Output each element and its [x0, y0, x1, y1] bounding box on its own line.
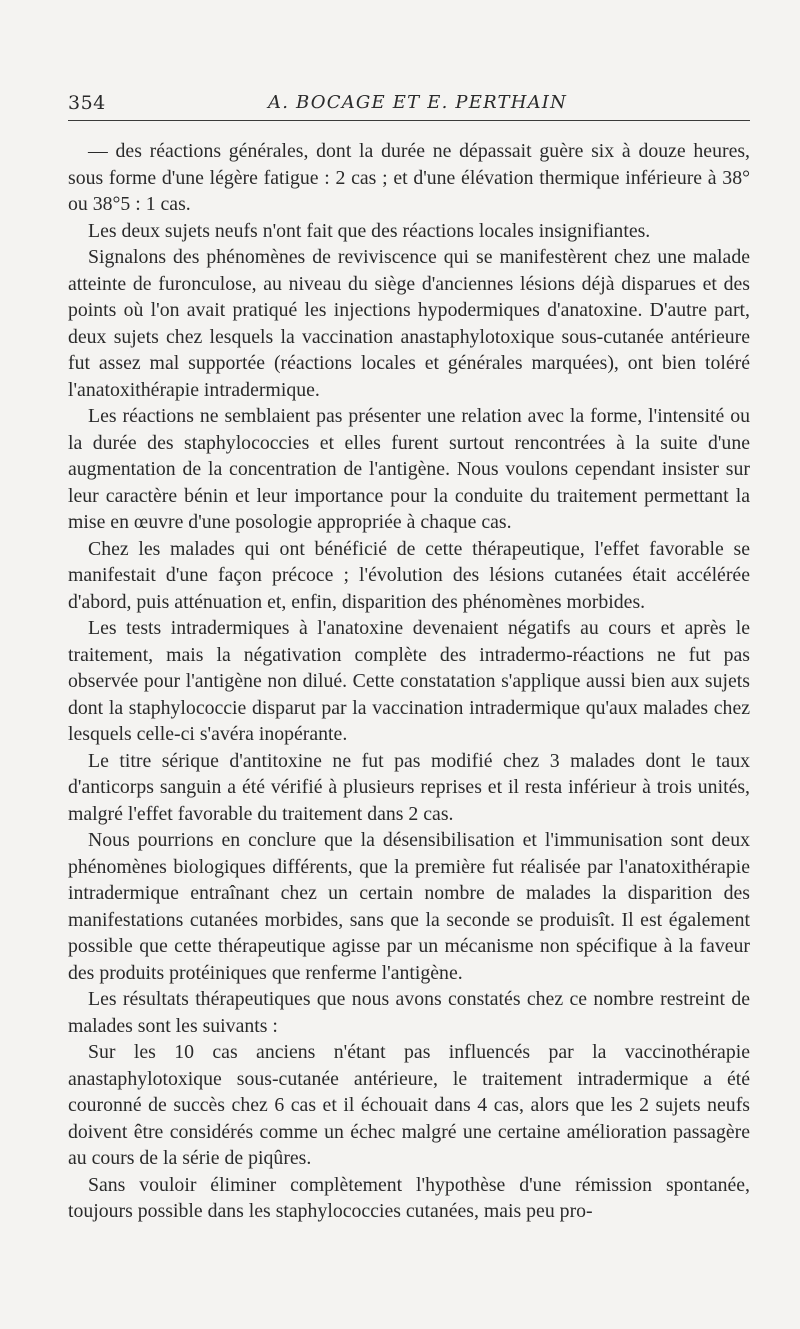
page-number: 354	[68, 92, 106, 114]
paragraph: Les deux sujets neufs n'ont fait que des réactions locales insignifiantes.	[88, 219, 651, 242]
paragraph: — des réactions générales, dont la durée ne dépassait guère six à douze heures, sous forme d'une légère fatigue : 2 cas ; et d'une élévation thermique inférieure à 38° ou 38°5 : 1 cas.	[68, 140, 750, 215]
paragraph: Les tests intradermiques à l'anatoxine devenaient négatifs au cours et après le traitement, mais la négativation complète des intradermo-réactions ne fut pas observée pour l'antigène non dilué. Cette constatation s'applique aussi bien aux sujets dont la staphylococcie disparut par la vaccination intradermique qu'aux malades chez lesquels celle-ci s'avéra inopérante.	[68, 617, 750, 745]
paragraph: Chez les malades qui ont bénéficié de cette thérapeutique, l'effet favorable se manifestait d'une façon précoce ; l'évolution des lésions cutanées était accélérée d'abord, puis atténuation et, enfin, disparition des phénomènes morbides.	[68, 537, 750, 613]
paragraph: Les réactions ne semblaient pas présenter une relation avec la forme, l'intensité ou la durée des staphylococcies et elles furent surtout rencontrées à la suite d'une augmentation de la concentration de l'antigène. Nous voulons cependant insister sur leur caractère bénin et leur importance pour la conduite du traitement permettant la mise en œuvre d'une posologie appropriée à chaque cas.	[68, 405, 750, 533]
paragraph: Le titre sérique d'antitoxine ne fut pas modifié chez 3 malades dont le taux d'anticorps sanguin a été vérifié à plusieurs reprises et il resta inférieur à trois unités, malgré l'effet favorable du traitement dans 2 cas.	[68, 749, 750, 825]
paragraph: Signalons des phénomènes de reviviscence qui se manifestèrent chez une malade atteinte de furonculose, au niveau du siège d'anciennes lésions déjà disparues et des points où l'on avait pratiqué les injections hypodermiques d'anatoxine. D'autre part, deux sujets chez lesquels la vaccination anastaphylotoxique sous-cutanée antérieure fut assez mal supportée (réactions locales et générales marquées), ont bien toléré l'anatoxithérapie intradermique.	[68, 246, 750, 401]
page-header	[68, 92, 750, 121]
body-text	[68, 138, 750, 1225]
paragraph: Sur les 10 cas anciens n'étant pas influencés par la vaccinothérapie anastaphylotoxique sous-cutanée antérieure, le traitement intradermique a été couronné de succès chez 6 cas et il échouait dans 4 cas, alors que les 2 sujets neufs doivent être considérés comme un échec malgré une certaine amélioration passagère au cours de la série de piqûres.	[68, 1041, 750, 1169]
paragraph: Nous pourrions en conclure que la désensibilisation et l'immunisation sont deux phénomènes biologiques différents, que la première fut réalisée par l'anatoxithérapie intradermique entraînant chez un certain nombre de malades la disparition des manifestations cutanées morbides, sans que la seconde se produisît. Il est également possible que cette thérapeutique agisse par un mécanisme non spécifique à la faveur des produits protéiniques que renferme l'antigène.	[68, 829, 750, 984]
running-title: A. BOCAGE ET E. PERTHAIN	[268, 92, 568, 113]
paragraph: Sans vouloir éliminer complètement l'hypothèse d'une rémission spontanée, toujours possible dans les staphylococcies cutanées, mais peu pro-	[68, 1173, 750, 1222]
paragraph: Les résultats thérapeutiques que nous avons constatés chez ce nombre restreint de malades sont les suivants :	[68, 988, 750, 1037]
